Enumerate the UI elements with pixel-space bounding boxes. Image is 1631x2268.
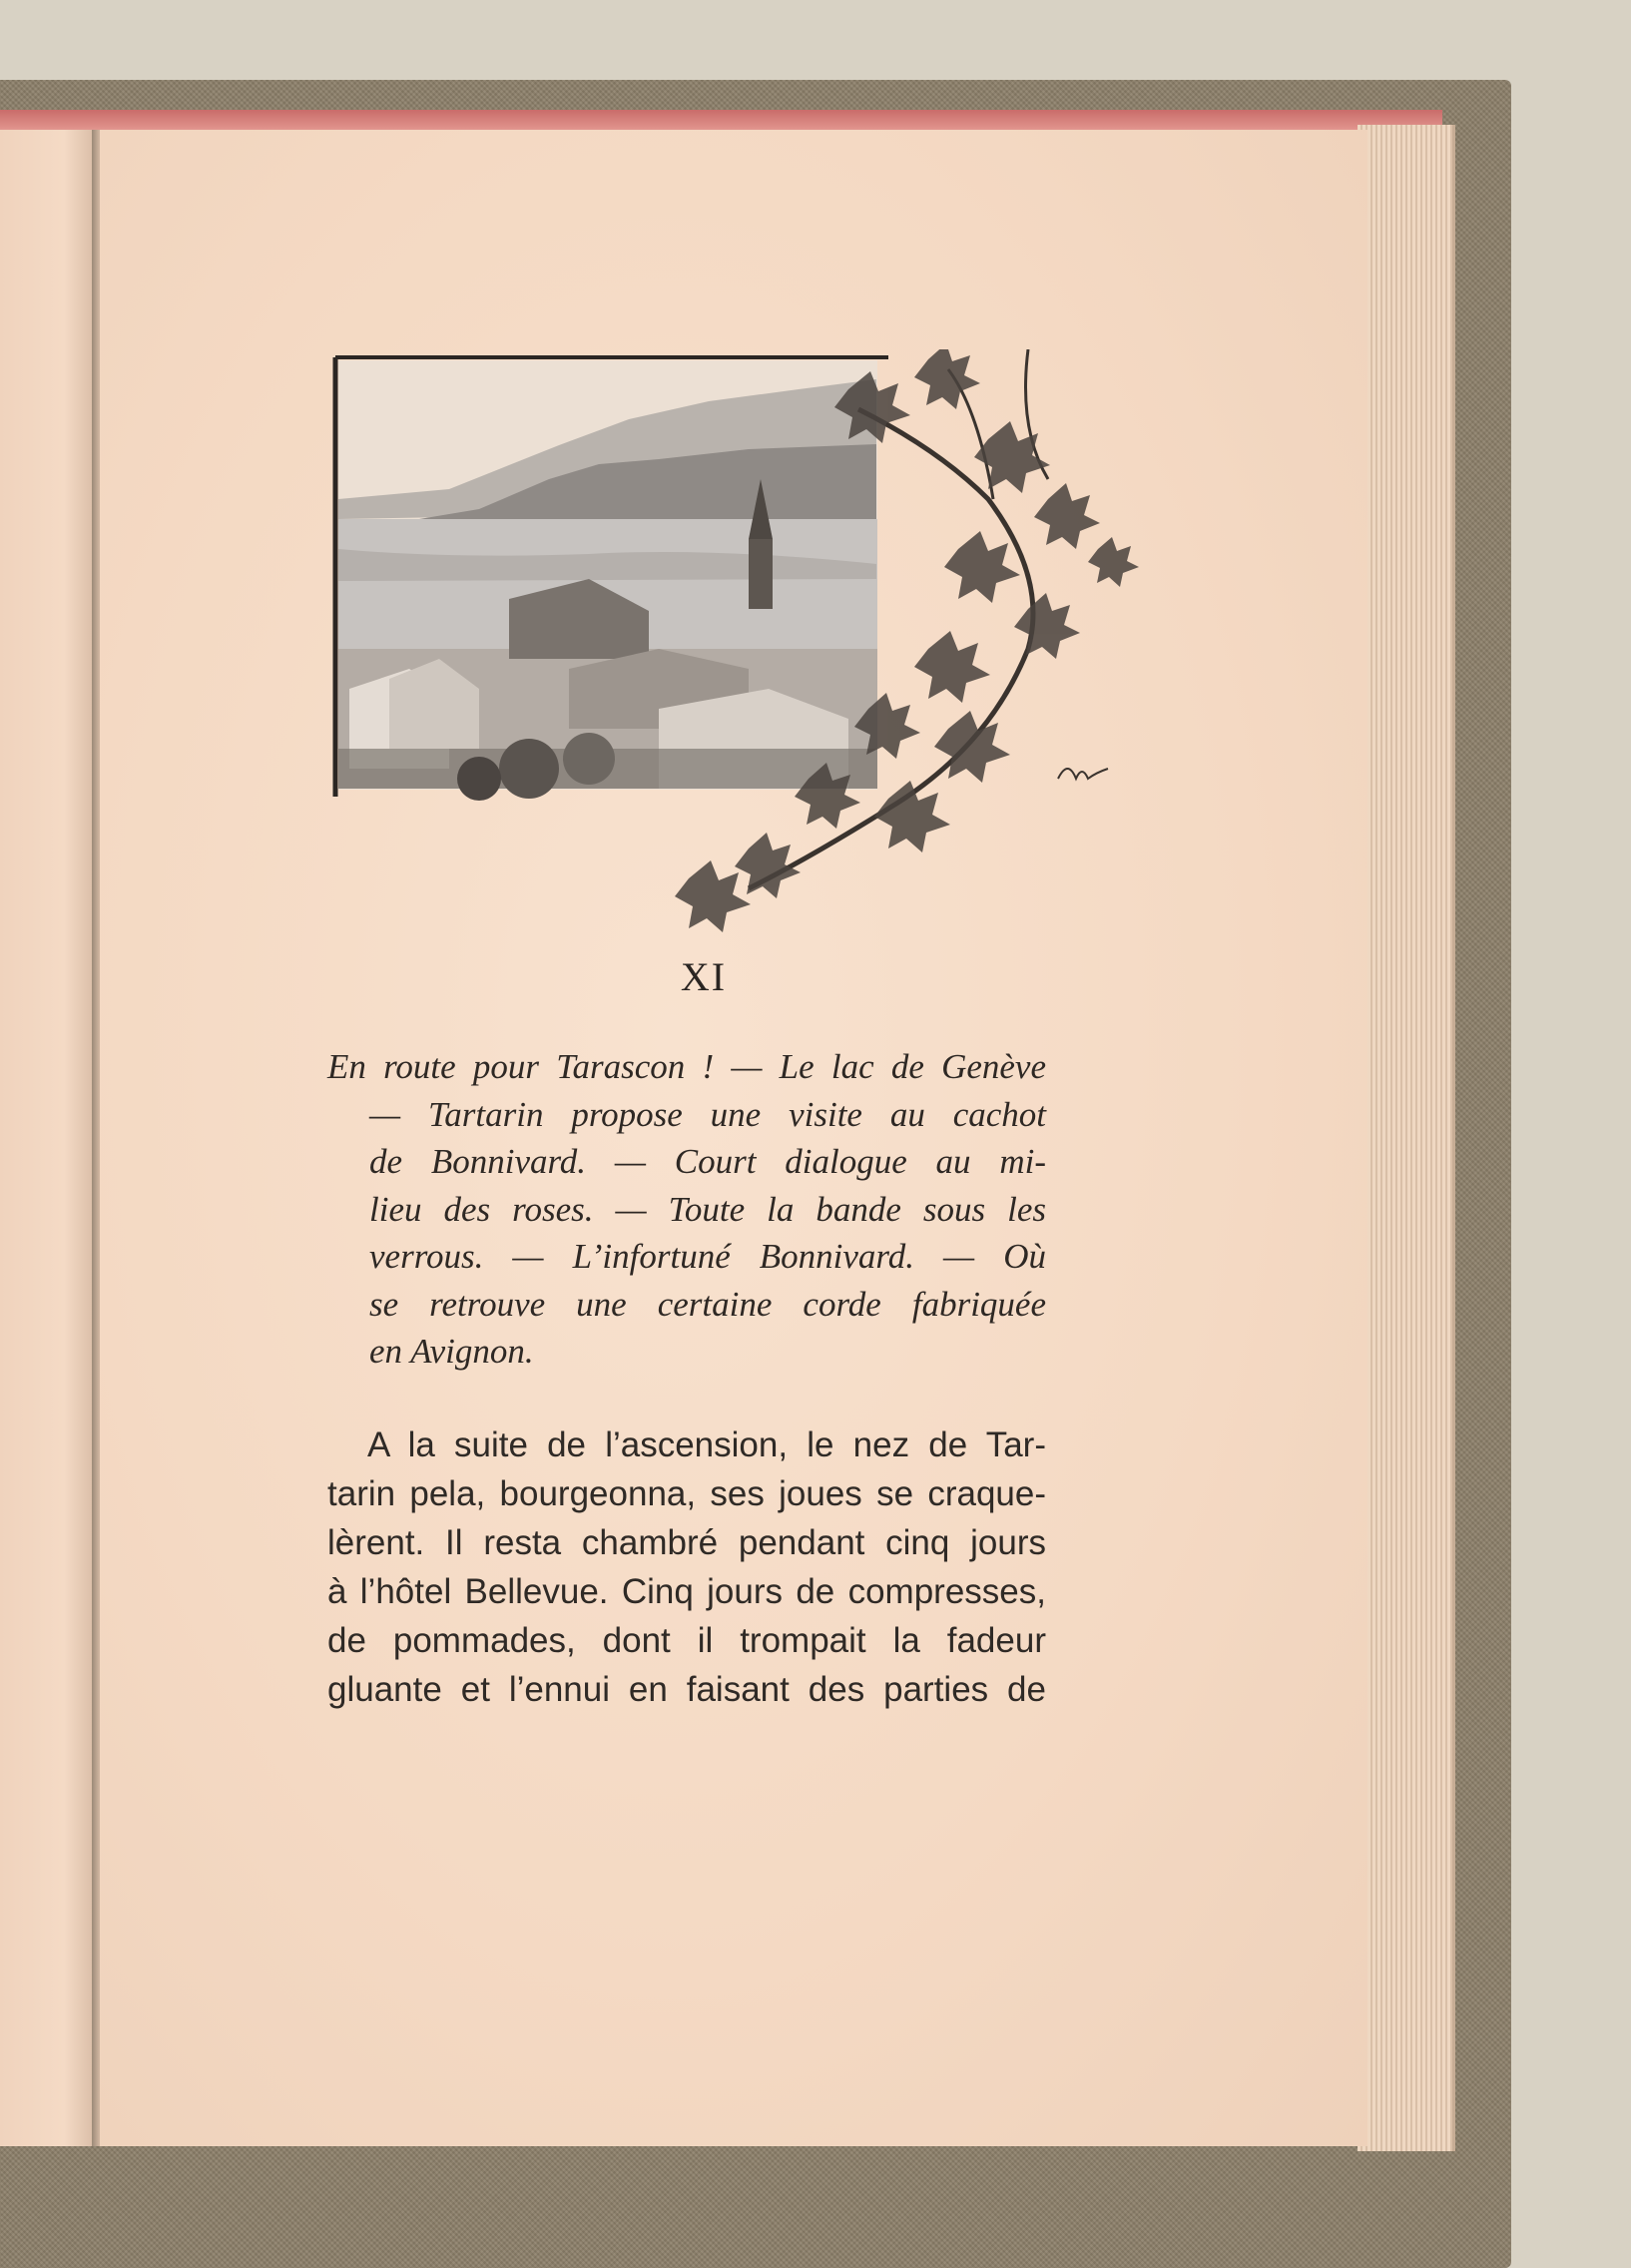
chapter-number: XI: [680, 954, 728, 999]
body-line: gluante et l’ennui en faisant des parties de: [327, 1670, 1046, 1709]
body-line: lèrent. Il resta chambré pendant cinq jours: [327, 1523, 1046, 1562]
summary-line: En route pour Tarascon ! — Le lac de Genève: [327, 1047, 1046, 1086]
summary-line: lieu des roses. — Toute la bande sous les: [369, 1189, 1046, 1229]
body-line: tarin pela, bourgeonna, ses joues se craque-: [327, 1474, 1046, 1513]
left-page: [0, 130, 92, 2146]
body-line: A la suite de l’ascension, le nez de Tar-: [367, 1425, 1046, 1464]
chapter-vignette-illustration: [329, 349, 1168, 948]
summary-line: de Bonnivard. — Court dialogue au mi-: [369, 1142, 1046, 1181]
artist-signature-icon: [1058, 769, 1108, 779]
page-top-edge: [0, 110, 1442, 132]
page-stack-edge: [1358, 125, 1455, 2151]
summary-line: — Tartarin propose une visite au cachot: [369, 1094, 1046, 1134]
summary-line: verrous. — L’infortuné Bonnivard. — Où: [369, 1237, 1046, 1276]
summary-line: se retrouve une certaine corde fabriquée: [369, 1284, 1046, 1324]
body-line: à l’hôtel Bellevue. Cinq jours de compresses,: [327, 1572, 1046, 1611]
body-line: de pommades, dont il trompait la fadeur: [327, 1621, 1046, 1660]
summary-line: en Avignon.: [369, 1332, 534, 1371]
chapter-summary: [327, 1043, 1046, 1376]
body-paragraph: [327, 1420, 1046, 1714]
